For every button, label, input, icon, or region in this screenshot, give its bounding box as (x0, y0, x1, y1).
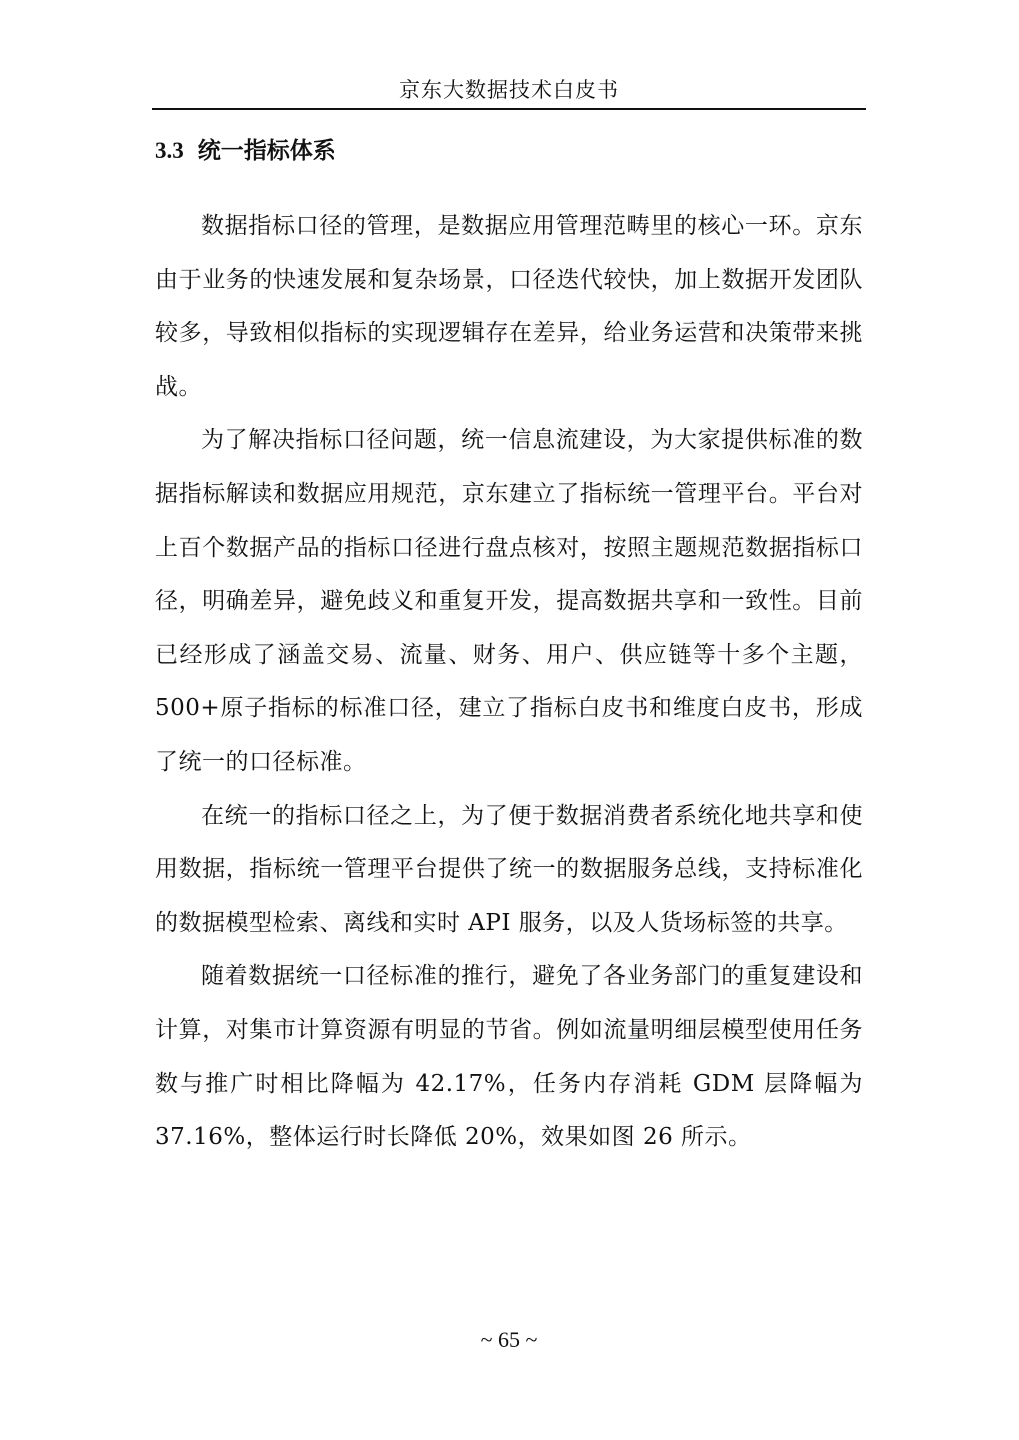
header-divider (152, 108, 866, 110)
paragraph-4: 随着数据统一口径标准的推行，避免了各业务部门的重复建设和计算，对集市计算资源有明显的节省。例如流量明细层模型使用任务数与推广时相比降幅为 42.17%，任务内存消耗 GDM 层降幅为 37.16%，整体运行时长降低 20%，效果如图 26 所示。 (155, 963, 863, 1151)
page-number: ~ 65 ~ (480, 1327, 538, 1352)
paragraph-1: 数据指标口径的管理，是数据应用管理范畴里的核心一环。京东由于业务的快速发展和复杂场景，口径迭代较快，加上数据开发团队较多，导致相似指标的实现逻辑存在差异，给业务运营和决策带来挑战。 (155, 213, 863, 400)
paragraph-2: 为了解决指标口径问题，统一信息流建设，为大家提供标准的数据指标解读和数据应用规范，京东建立了指标统一管理平台。平台对上百个数据产品的指标口径进行盘点核对，按照主题规范数据指标口径，明确差异，避免歧义和重复开发，提高数据共享和一致性。目前已经形成了涵盖交易、流量、财务、用户、供应链等十多个主题，500+原子指标的标准口径，建立了指标白皮书和维度白皮书，形成了统一的口径标准。 (155, 427, 863, 775)
section-heading (155, 134, 336, 168)
running-header: 京东大数据技术白皮书 (399, 78, 619, 102)
paragraph-3: 在统一的指标口径之上，为了便于数据消费者系统化地共享和使用数据，指标统一管理平台提供了统一的数据服务总线，支持标准化的数据模型检索、离线和实时 API 服务，以及人货场标签的共享。 (155, 802, 863, 936)
section-number: 3.3 (155, 138, 184, 163)
section-title: 统一指标体系 (197, 137, 336, 164)
body-text (155, 200, 863, 1165)
